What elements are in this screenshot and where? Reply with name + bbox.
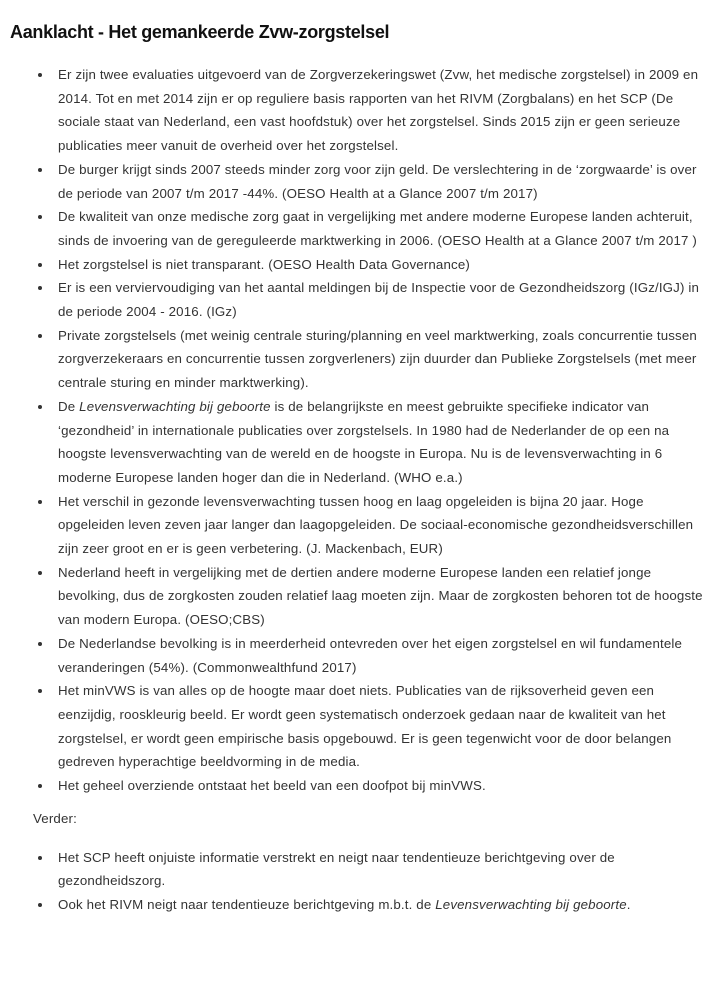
text-segment: .	[626, 896, 631, 912]
text-segment: Private zorgstelsels (met weinig centrale sturing/planning en veel marktwerking, zoals concurrentie tussen zorgverzekeraars en concurrentie tussen zorgverleners) zijn duurder dan Publieke Zorgstelsels (met meer centrale sturing en minder marktwerking).	[58, 327, 701, 391]
list-item-text	[58, 209, 697, 248]
list-item-text	[58, 683, 675, 769]
list-item-text	[58, 778, 486, 793]
list-item	[58, 158, 708, 205]
list-item-text	[58, 850, 619, 889]
list-item	[58, 63, 708, 158]
list-item	[58, 679, 708, 774]
text-segment: Het SCP heeft onjuiste informatie verstrekt en neigt naar tendentieuze berichtgeving over de gezondheidszorg.	[58, 849, 619, 889]
bullet-icon	[38, 215, 42, 219]
list-item	[58, 632, 708, 679]
document-page	[0, 22, 720, 982]
list-item-text	[58, 897, 631, 912]
bullet-icon	[38, 689, 42, 693]
list-item	[58, 205, 708, 252]
list-item-text	[58, 162, 700, 201]
bullet-icon	[38, 73, 42, 77]
list-item-text	[58, 494, 697, 556]
text-segment: De	[58, 398, 80, 414]
italic-text-segment: Levensverwachting bij geboorte	[79, 398, 271, 414]
text-segment: is de belangrijkste en meest gebruikte specifieke indicator van ‘gezondheid’ in internationale publicaties over zorgstelsels. In 1980 had de Nederlander de op een na hoogste levensverwachting van de wereld en de hoogste in Europa. Nu is de levensverwachting in 6 moderne Europese landen hoger dan die in Nederland. (WHO e.a.)	[58, 398, 674, 485]
list-item-text	[58, 257, 470, 272]
bullet-icon	[38, 334, 42, 338]
list-item-text	[58, 280, 703, 319]
bullet-icon	[38, 903, 42, 907]
bullet-icon	[38, 856, 42, 860]
bullet-icon	[38, 784, 42, 788]
list-item-text	[58, 328, 701, 390]
list-item	[58, 774, 708, 798]
text-segment: Het geheel overziende ontstaat het beeld van een doofpot bij minVWS.	[58, 778, 486, 794]
bullet-icon	[38, 500, 42, 504]
text-segment: Het verschil in gezonde levensverwachting tussen hoog en laag opgeleiden is bijna 20 jaar. Hoge opgeleiden leven zeven jaar langer dan laagopgeleiden. De sociaal-economische gezondheidsverschillen zijn zeer groot en er is geen verbetering. (J. Mackenbach, EUR)	[58, 493, 698, 557]
text-segment: Nederland heeft in vergelijking met de dertien andere moderne Europese landen een relatief jonge bevolking, dus de zorgkosten zouden relatief laag moeten zijn. Maar de zorgkosten behoren tot de hoogste van modern Europa. (OESO;CBS)	[58, 564, 707, 628]
verder-bullet-list	[0, 846, 720, 917]
bullet-icon	[38, 263, 42, 267]
page-title: Aanklacht - Het gemankeerde Zvw-zorgstelsel	[10, 22, 390, 42]
text-segment: De Nederlandse bevolking is in meerderheid ontevreden over het eigen zorgstelsel en wil fundamentele veranderingen (54%). (Commonwealthfund 2017)	[58, 635, 686, 675]
list-item	[58, 276, 708, 323]
list-item-text	[58, 565, 707, 627]
list-item-text	[58, 67, 702, 153]
text-segment: De burger krijgt sinds 2007 steeds minder zorg voor zijn geld. De verslechtering in de ‘zorgwaarde’ is over de periode van 2007 t/m 2017 -44%. (OESO Health at a Glance 2007 t/m 2017)	[58, 161, 701, 201]
list-item	[58, 561, 708, 632]
bullet-icon	[38, 642, 42, 646]
bullet-icon	[38, 405, 42, 409]
text-segment: Het zorgstelsel is niet transparant. (OESO Health Data Governance)	[58, 256, 470, 272]
list-item	[58, 395, 708, 490]
bullet-icon	[38, 168, 42, 172]
text-segment: Ook het RIVM neigt naar tendentieuze berichtgeving m.b.t. de	[58, 896, 436, 912]
list-item	[58, 490, 708, 561]
list-item	[58, 846, 708, 893]
list-item	[58, 324, 708, 395]
list-item-text	[58, 636, 686, 675]
text-segment: Er is een verviervoudiging van het aantal meldingen bij de Inspectie voor de Gezondheidszorg (IGz/IGJ) in de periode 2004 - 2016. (IGz)	[58, 280, 703, 320]
bullet-icon	[38, 286, 42, 290]
main-bullet-list	[0, 63, 720, 798]
list-item-text	[58, 399, 673, 485]
list-item	[58, 893, 708, 917]
list-item	[58, 253, 708, 277]
bullet-icon	[38, 571, 42, 575]
text-segment: De kwaliteit van onze medische zorg gaat in vergelijking met andere moderne Europese landen achteruit, sinds de invoering van de gereguleerde marktwerking in 2006. (OESO Health at a Glance 2007 t/m 2017 )	[58, 209, 697, 248]
italic-text-segment: Levensverwachting bij geboorte	[435, 896, 627, 912]
text-segment: Er zijn twee evaluaties uitgevoerd van de Zorgverzekeringswet (Zvw, het medische zorgstelsel) in 2009 en 2014. Tot en met 2014 zijn er op reguliere basis rapporten van het RIVM (Zorgbalans) en het SCP (De sociale staat van Nederland, een vast hoofdstuk) over het zorgstelsel. Sinds 2015 zijn er geen serieuze publicaties meer vanuit de overheid over het zorgstelsel.	[58, 67, 702, 154]
text-segment: Het minVWS is van alles op de hoogte maar doet niets. Publicaties van de rijksoverheid geven een eenzijdig, rooskleurig beeld. Er wordt geen systematisch onderzoek gedaan naar de kwaliteit van het zorgstelsel, er wordt geen empirische basis opgebouwd. Er is geen tegenwicht voor de door belangen gedreven hyperachtige beeldvorming in de media.	[58, 683, 676, 770]
verder-label: Verder:	[33, 810, 77, 826]
